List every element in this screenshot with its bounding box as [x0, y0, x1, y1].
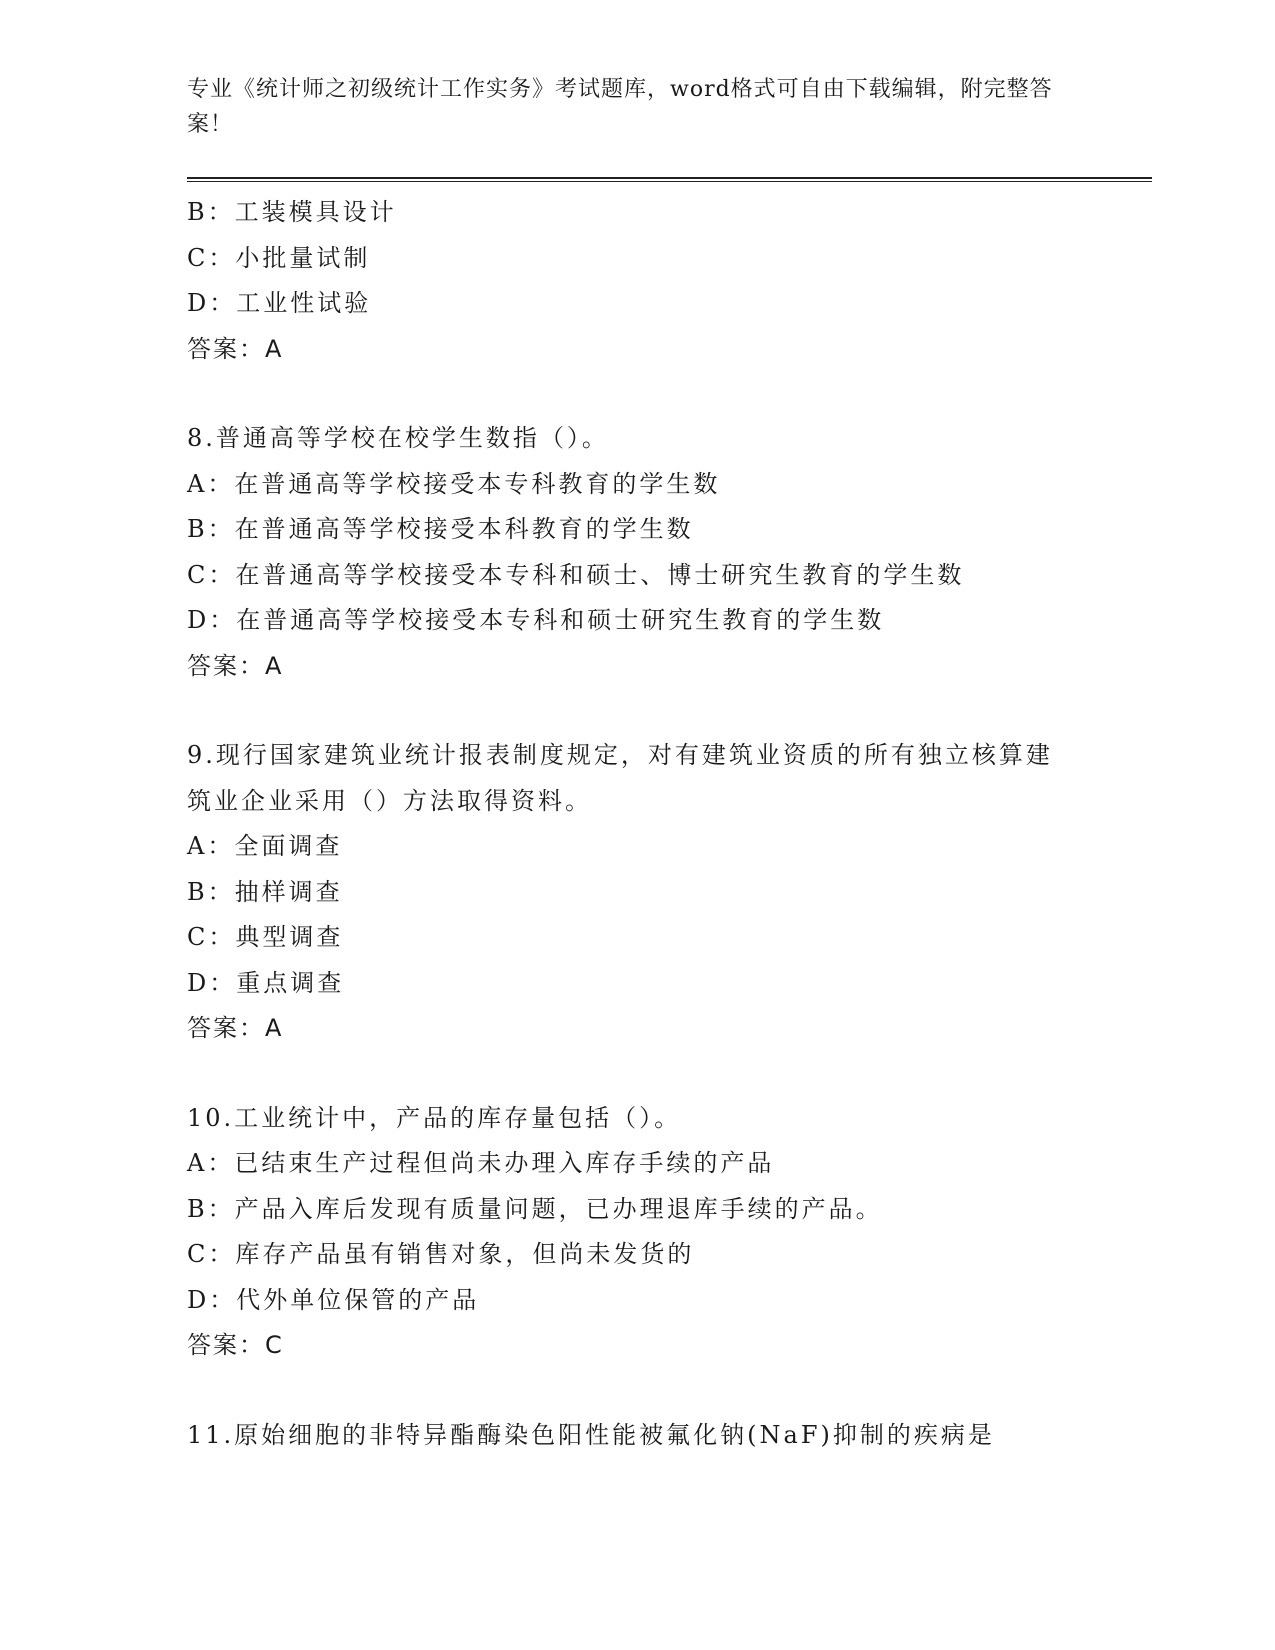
spacer — [187, 372, 1147, 416]
option-d: D：重点调查 — [187, 968, 345, 997]
option-b: B：抽样调查 — [187, 877, 343, 906]
option-c: C：小批量试制 — [187, 243, 371, 272]
option-a: A：在普通高等学校接受本专科教育的学生数 — [187, 469, 721, 498]
question-9 — [187, 733, 1147, 1052]
question-8 — [187, 416, 1147, 689]
option-c: C：库存产品虽有销售对象，但尚未发货的 — [187, 1240, 695, 1268]
answer: 答案：A — [187, 651, 284, 680]
option-a: A：全面调查 — [187, 832, 343, 860]
question-text: 8.普通高等学校在校学生数指（）。 — [187, 424, 609, 452]
question-7-remainder — [187, 190, 1147, 372]
answer: 答案：C — [187, 1331, 284, 1359]
answer: 答案：A — [187, 1014, 284, 1042]
spacer — [187, 1052, 1147, 1096]
option-b: B：工装模具设计 — [187, 198, 397, 226]
option-d: D：在普通高等学校接受本专科和硕士研究生教育的学生数 — [187, 606, 885, 634]
option-d: D：工业性试验 — [187, 289, 372, 317]
header-divider — [187, 177, 1152, 182]
question-text: 10.工业统计中，产品的库存量包括（）。 — [187, 1103, 682, 1132]
page-header: 专业《统计师之初级统计工作实务》考试题库，word格式可自由下载编辑，附完整答案！ — [187, 77, 1053, 137]
question-10 — [187, 1096, 1147, 1369]
question-11 — [187, 1413, 1147, 1459]
option-a: A：已结束生产过程但尚未办理入库存手续的产品 — [187, 1149, 775, 1177]
option-b: B：产品入库后发现有质量问题，已办理退库手续的产品。 — [187, 1194, 883, 1223]
option-b: B：在普通高等学校接受本科教育的学生数 — [187, 515, 694, 543]
question-text: 9.现行国家建筑业统计报表制度规定，对有建筑业资质的所有独立核算建筑业企业采用（）方法取得资料。 — [187, 741, 1053, 815]
question-text: 11.原始细胞的非特异酯酶染色阳性能被氟化钠(NaF)抑制的疾病是 — [187, 1420, 995, 1449]
spacer — [187, 689, 1147, 733]
question-list — [187, 190, 1147, 1458]
option-c: C：典型调查 — [187, 923, 344, 951]
option-d: D：代外单位保管的产品 — [187, 1285, 480, 1314]
answer: 答案：A — [187, 334, 284, 363]
spacer — [187, 1369, 1147, 1413]
option-c: C：在普通高等学校接受本专科和硕士、博士研究生教育的学生数 — [187, 560, 965, 589]
